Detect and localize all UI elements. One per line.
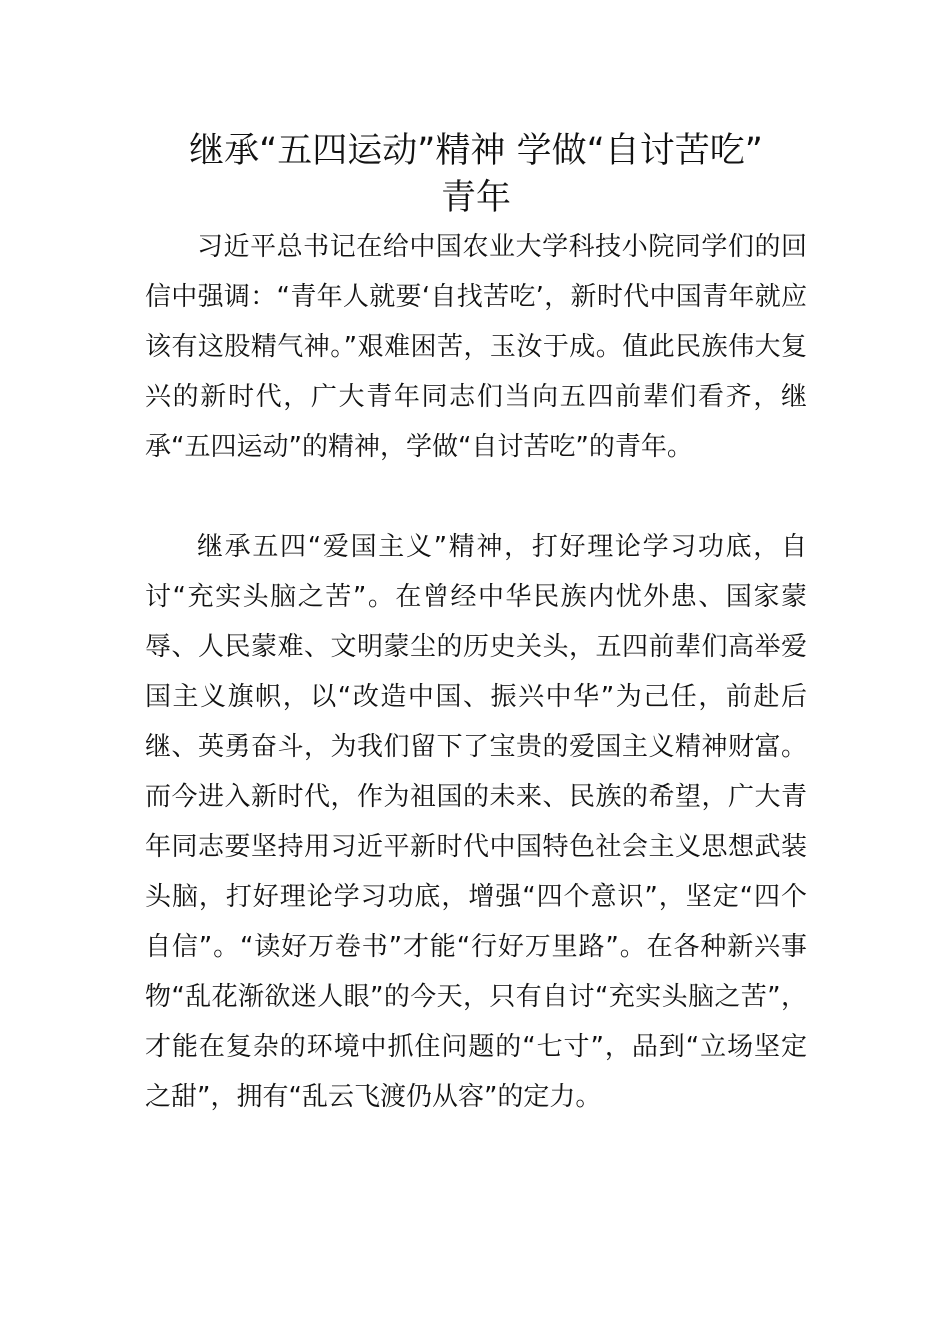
paragraph-1: 习近平总书记在给中国农业大学科技小院同学们的回信中强调：“青年人就要‘自找苦吃’，新时代中国青年就应该有这股精气神。”艰难困苦，玉汝于成。值此民族伟大复兴的新时代，广大青年同志们当向五四前辈们看齐，继承“五四运动”的精神，学做“自讨苦吃”的青年。 [145, 232, 807, 462]
paragraph-spacer [145, 472, 807, 522]
document-title-line-2: 青年 [440, 178, 511, 218]
document-title-line-1: 继承“五四运动”精神 学做“自讨苦吃” [189, 131, 763, 171]
document-page [145, 128, 807, 1122]
paragraph-2: 继承五四“爱国主义”精神，打好理论学习功底，自讨“充实头脑之苦”。在曾经中华民族内忧外患、国家蒙辱、人民蒙难、文明蒙尘的历史关头，五四前辈们高举爱国主义旗帜，以“改造中国、振兴中华”为己任，前赴后继、英勇奋斗，为我们留下了宝贵的爱国主义精神财富。而今进入新时代，作为祖国的未来、民族的希望，广大青年同志要坚持用习近平新时代中国特色社会主义思想武装头脑，打好理论学习功底，增强“四个意识”，坚定“四个自信”。“读好万卷书”才能“行好万里路”。在各种新兴事物“乱花渐欲迷人眼”的今天，只有自讨“充实头脑之苦”，才能在复杂的环境中抓住问题的“七寸”，品到“立场坚定之甜”，拥有“乱云飞渡仍从容”的定力。 [145, 532, 807, 1112]
document-title [145, 128, 807, 222]
